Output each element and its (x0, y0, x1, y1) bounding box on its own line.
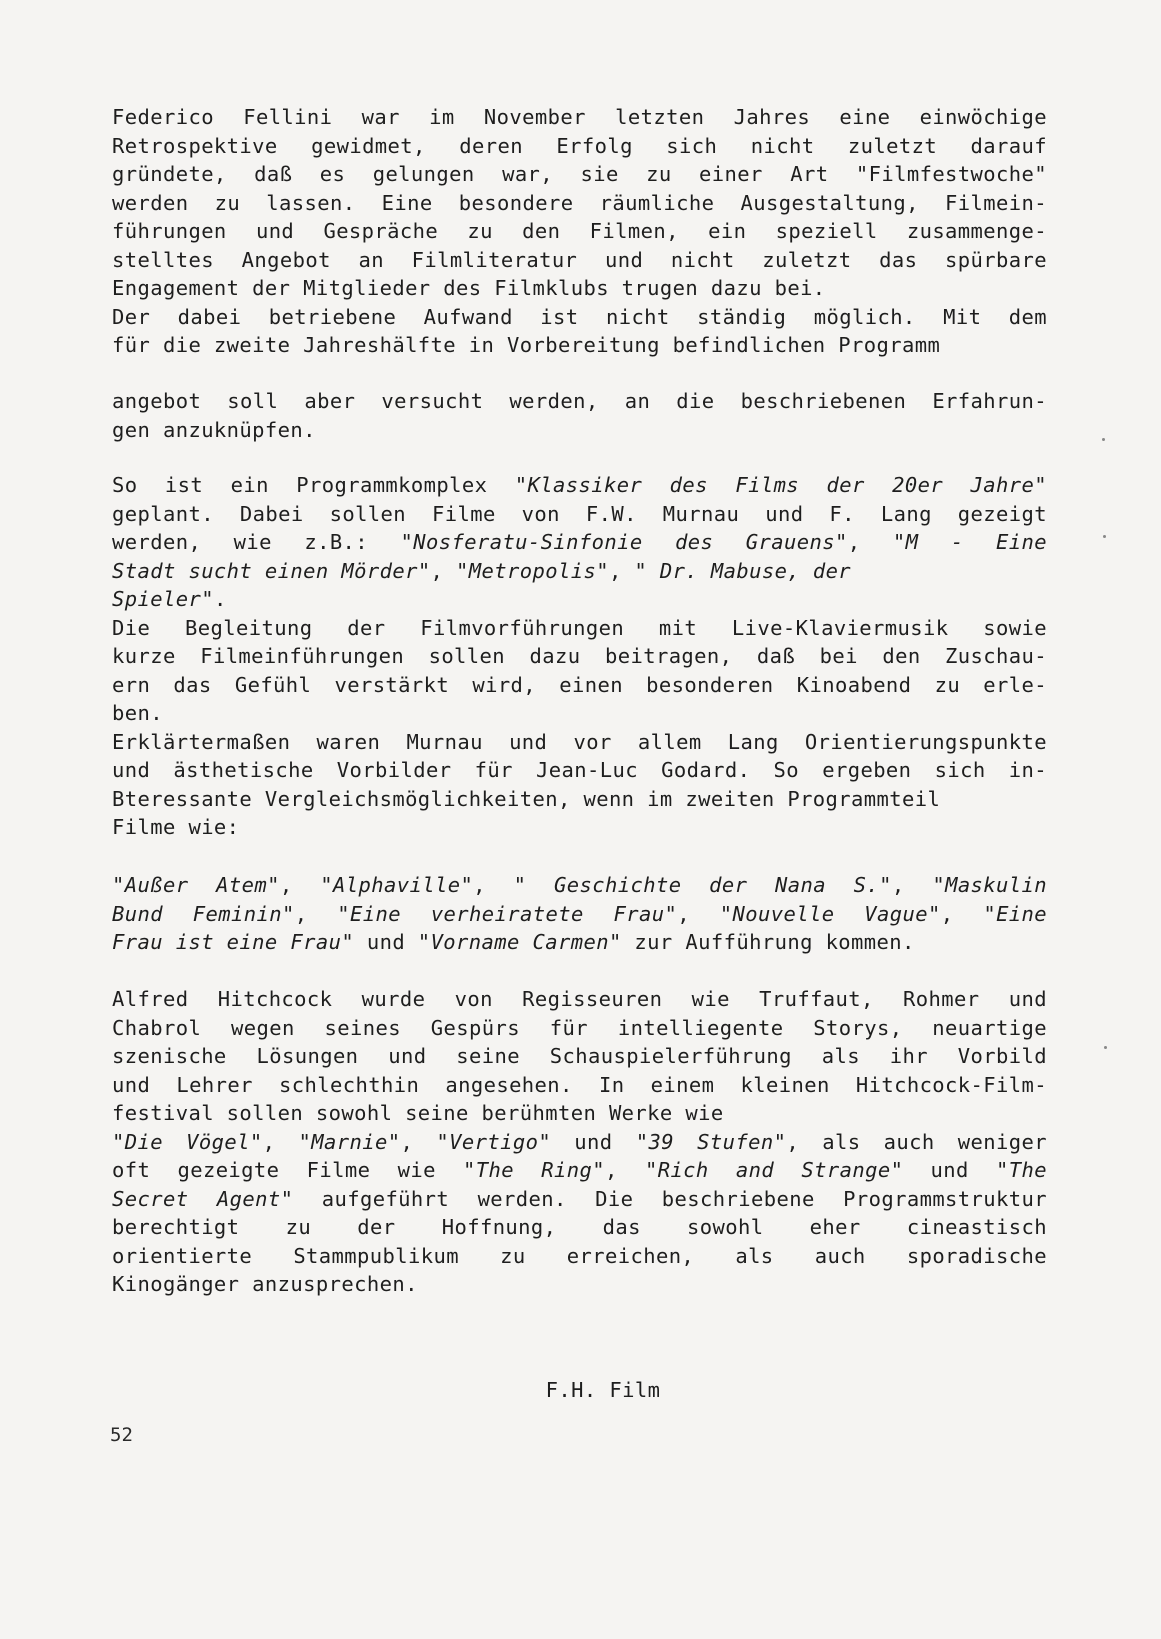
paper-speck (1102, 438, 1105, 441)
text-line: Bteressante Vergleichsmöglichkeiten, wenn im zweiten Programmteil (112, 786, 941, 811)
paragraph-fellini-retrospective (112, 103, 1047, 360)
text-line: Erklärtermaßen waren Murnau und vor allem Lang Orientierungspunkte (112, 729, 1047, 754)
text-line: szenische Lösungen und seine Schauspielerführung als ihr Vorbild (112, 1044, 1047, 1068)
text-line: kurze Filmeinführungen sollen dazu beitragen, daß bei den Zuschau- (112, 644, 1047, 668)
text-line: stelltes Angebot an Filmliteratur und nicht zuletzt das spürbare (112, 247, 1047, 272)
text-line: Engagement der Mitglieder des Filmklubs trugen dazu bei. (112, 276, 826, 300)
text-line: oft gezeigte Filme wie "The Ring", "Rich and Strange" und "The (112, 1158, 1048, 1182)
paragraph-continuation (112, 387, 1047, 444)
text-line: Filme wie: (112, 815, 240, 839)
text-line: "Die Vögel", "Marnie", "Vertigo" und "39 Stufen", als auch weniger (112, 1129, 1047, 1154)
text-line: angebot soll aber versucht werden, an die beschriebenen Erfahrun- (112, 389, 1047, 413)
text-line: für die zweite Jahreshälfte in Vorbereitung befindlichen Programm (112, 333, 941, 357)
text-line: orientierte Stammpublikum zu erreichen, als auch sporadische (112, 1243, 1047, 1268)
text-line: Frau ist eine Frau" und "Vorname Carmen" zur Aufführung kommen. (112, 930, 915, 954)
text-line: gen anzuknüpfen. (112, 417, 316, 442)
text-line: Secret Agent" aufgeführt werden. Die beschriebene Programmstruktur (112, 1186, 1047, 1211)
paper-speck (1103, 535, 1106, 538)
paragraph-hitchcock (112, 985, 1047, 1299)
text-line: Die Begleitung der Filmvorführungen mit Live-Klaviermusik sowie (112, 615, 1047, 640)
text-line: und Lehrer schlechthin angesehen. In einem kleinen Hitchcock-Film- (112, 1072, 1047, 1097)
text-line: Alfred Hitchcock wurde von Regisseuren wie Truffaut, Rohmer und (112, 987, 1047, 1011)
text-line: werden, wie z.B.: "Nosferatu-Sinfonie des Grauens", "M - Eine (112, 530, 1048, 554)
text-line: geplant. Dabei sollen Filme von F.W. Murnau und F. Lang gezeigt (112, 501, 1047, 526)
text-line: und ästhetische Vorbilder für Jean-Luc Godard. So ergeben sich in- (112, 758, 1047, 782)
text-line: gründete, daß es gelungen war, sie zu einer Art "Filmfestwoche" (112, 162, 1047, 186)
text-line: berechtigt zu der Hoffnung, das sowohl eher cineastisch (112, 1215, 1047, 1239)
text-line: ern das Gefühl verstärkt wird, einen besonderen Kinoabend zu erle- (112, 672, 1047, 697)
text-line: Kinogänger anzusprechen. (112, 1272, 418, 1296)
text-line: Stadt sucht einen Mörder", "Metropolis", " Dr. Mabuse, der (112, 558, 852, 583)
paragraph-godard-films (112, 871, 1047, 957)
text-line: Federico Fellini war im November letzten Jahres eine einwöchige (112, 105, 1047, 129)
text-line: Chabrol wegen seines Gespürs für intelliegente Storys, neuartige (112, 1015, 1047, 1040)
text-line: "Außer Atem", "Alphaville", " Geschichte der Nana S.", "Maskulin (112, 873, 1048, 897)
paragraph-klassiker-20er-jahre (112, 471, 1047, 842)
text-line: festival sollen sowohl seine berühmten Werke wie (112, 1101, 724, 1125)
paper-speck (1104, 1046, 1107, 1049)
text-line: führungen und Gespräche zu den Filmen, ein speziell zusammenge- (112, 219, 1047, 243)
text-line: Retrospektive gewidmet, deren Erfolg sich nicht zuletzt darauf (112, 133, 1047, 158)
text-line: Bund Feminin", "Eine verheiratete Frau", "Nouvelle Vague", "Eine (112, 901, 1048, 926)
text-line: So ist ein Programmkomplex "Klassiker des Films der 20er Jahre" (112, 473, 1048, 497)
page-number: 52 (110, 1424, 133, 1446)
signature: F.H. Film (545, 1378, 661, 1402)
text-line: ben. (112, 701, 163, 725)
text-line: Spieler". (112, 587, 227, 611)
text-line: Der dabei betriebene Aufwand ist nicht ständig möglich. Mit dem (112, 304, 1047, 329)
text-line: werden zu lassen. Eine besondere räumliche Ausgestaltung, Filmein- (112, 190, 1047, 215)
